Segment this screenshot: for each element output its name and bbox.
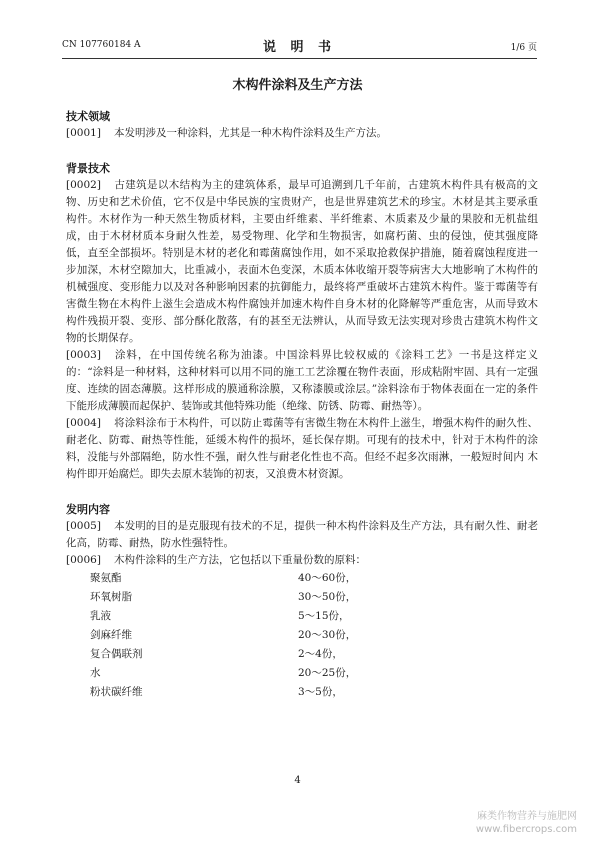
ingredient-name: 水 xyxy=(90,667,101,679)
paragraph-0001 xyxy=(66,125,538,142)
ingredient-row xyxy=(90,569,418,588)
header-rule xyxy=(62,58,537,59)
page-info: 1/6 页 xyxy=(510,43,537,53)
paragraph-text: 将涂料涂布于木构件，可以防止霉菌等有害微生物在木构件上滋生，增强木构件的耐久性、耐老化、防霉、耐热等性能，延缓木构件的损坏，延长保存期。可现有的技术中，针对于木构件的涂料，没能与外部隔绝，防水性不强，耐久性与耐老化性也不高。但经不起多次雨淋，一般短时间内 木构件即开始腐烂。即失去原木装饰的初衷，又浪费木材资源。 xyxy=(66,417,538,480)
paragraph-number: [0003] xyxy=(66,349,101,361)
ingredient-row xyxy=(90,683,418,702)
paragraph-number: [0006] xyxy=(66,554,101,566)
ingredient-name: 复合偶联剂 xyxy=(90,648,143,660)
ingredient-row xyxy=(90,588,418,607)
ingredient-name: 聚氨酯 xyxy=(90,572,122,584)
paragraph-text: 本发明涉及一种涂料，尤其是一种木构件涂料及生产方法。 xyxy=(114,127,387,139)
doc-number: CN 107760184 A xyxy=(62,40,141,50)
ingredient-name: 乳液 xyxy=(90,610,111,622)
section-heading-tech-field: 技术领域 xyxy=(66,110,110,123)
ingredient-row xyxy=(90,607,418,626)
section-heading-summary: 发明内容 xyxy=(66,503,110,516)
page-number: 4 xyxy=(294,775,301,786)
ingredient-row xyxy=(90,664,418,683)
paragraph-text: 本发明的目的是克服现有技术的不足，提供一种木构件涂料及生产方法，具有耐久性、耐老化高，防霉、耐热，防水性强特性。 xyxy=(66,520,538,549)
ingredient-amount: 20～25份， xyxy=(298,667,357,679)
ingredient-amount: 3～5份， xyxy=(298,686,343,698)
paragraph-0002 xyxy=(66,177,538,347)
ingredient-amount: 2～4份， xyxy=(298,648,343,660)
ingredient-amount: 5～15份， xyxy=(298,610,350,622)
document-title: 木构件涂料及生产方法 xyxy=(232,78,363,93)
paragraph-number: [0005] xyxy=(66,520,101,532)
paragraph-0004 xyxy=(66,415,538,483)
document-body xyxy=(66,108,538,702)
paragraph-text: 涂料，在中国传统名称为油漆。中国涂料界比较权威的《涂料工艺》一书是这样定义的：“涂料是一种材料，这种材料可以用不同的施工工艺涂覆在物件表面，形成粘附牢固、具有一定强度、连续的固态薄膜。这样形成的膜通称涂膜，又称漆膜或涂层。”涂料涂布于物体表面在一定的条件下能形成薄膜而起保护、装饰或其他特殊功能（绝缘、防锈、防霉、耐热等）。 xyxy=(66,349,538,412)
ingredient-row xyxy=(90,626,418,645)
ingredients-table xyxy=(90,569,418,702)
ingredient-name: 环氧树脂 xyxy=(90,591,132,603)
watermark-line-2: www.fibercrops.com xyxy=(475,824,577,835)
paragraph-0005 xyxy=(66,518,538,552)
ingredient-amount: 20～30份， xyxy=(298,629,357,641)
doc-type: 说 明 书 xyxy=(262,40,337,55)
paragraph-number: [0002] xyxy=(66,179,101,191)
site-watermark xyxy=(476,810,577,836)
section-heading-background: 背景技术 xyxy=(66,162,110,175)
watermark-line-1: 麻类作物营养与施肥网 xyxy=(477,811,577,822)
ingredient-row xyxy=(90,645,418,664)
paragraph-number: [0004] xyxy=(66,417,101,429)
ingredient-name: 粉状碳纤维 xyxy=(90,686,143,698)
ingredient-amount: 30～50份， xyxy=(298,591,357,603)
paragraph-0003 xyxy=(66,347,538,415)
page-header xyxy=(62,36,537,54)
paragraph-0006 xyxy=(66,552,538,569)
ingredient-amount: 40～60份， xyxy=(298,572,357,584)
paragraph-number: [0001] xyxy=(66,127,101,139)
paragraph-text: 木构件涂料的生产方法，它包括以下重量份数的原料： xyxy=(114,554,366,566)
ingredient-name: 剑麻纤维 xyxy=(90,629,132,641)
paragraph-text: 古建筑是以木结构为主的建筑体系，最早可追溯到几千年前，古建筑木构件具有极高的文物、历史和艺术价值，它不仅是中华民族的宝贵财产，也是世界建筑艺术的珍宝。木材是其主要承重构件。木材作为一种天然生物质材料，主要由纤维素、半纤维素、木质素及少量的果胶和无机盐组成，由于木材材质本身耐久性差，易受物理、化学和生物损害，如腐朽菌、虫的侵蚀，使其强度降低，直至全部损坏。特别是木材的老化和霉菌腐蚀作用，如不采取抢救保护措施，随着腐蚀程度进一步加深，木材空隙加大，比重减小，表面木色变深，木质本体收缩开裂等病害大大地影响了木构件的机械强度、变形能力以及对各种影响因素的抗御能力，最终将严重破坏古建筑木构件。鉴于霉菌等有害微生物在木构件上滋生会造成木构件腐蚀并加速木构件自身木材的化降解等严重危害，从而导致木构件残损开裂、变形、部分酥化散落，有的甚至无法辨认，从而导致无法实现对珍贵古建筑木构件文物的长期保存。 xyxy=(66,179,538,344)
